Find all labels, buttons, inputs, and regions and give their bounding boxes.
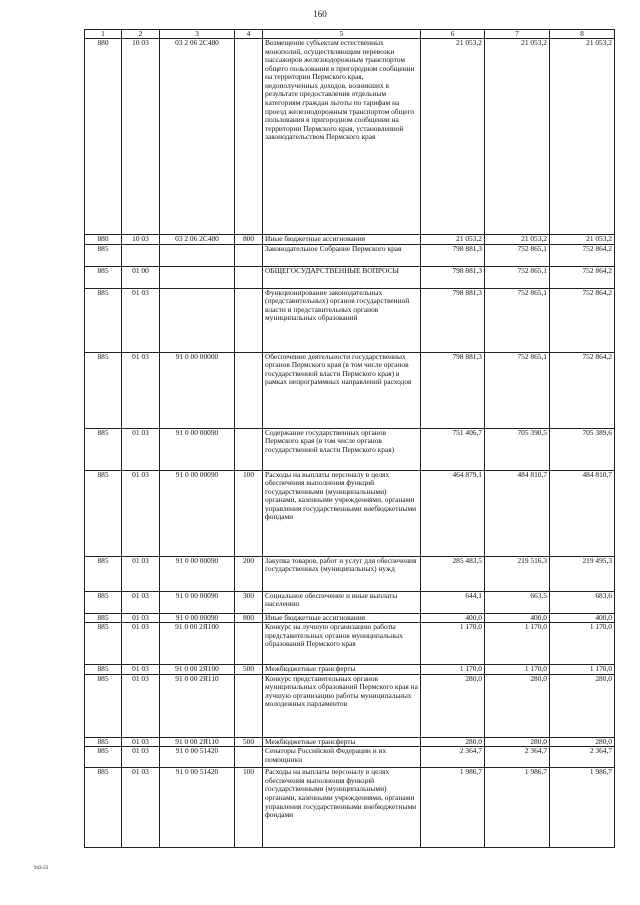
cell-amount-3: 752 864,2: [550, 352, 615, 428]
cell-section: 10 03: [122, 39, 160, 235]
cell-amount-1: 1 986,7: [421, 768, 485, 848]
header-cell: 7: [485, 30, 550, 39]
cell-amount-1: 1 170,0: [421, 665, 485, 675]
cell-section: 01 03: [122, 556, 160, 591]
cell-description: Иные бюджетные ассигнования: [263, 235, 421, 245]
cell-section: 01 03: [122, 674, 160, 737]
cell-ministry: 880: [85, 39, 122, 235]
cell-expense-type: [235, 428, 263, 470]
cell-description: Законодательное Собрание Пермского края: [263, 244, 421, 266]
header-cell: 6: [421, 30, 485, 39]
cell-expense-type: 800: [235, 613, 263, 623]
table-row: [85, 674, 615, 737]
cell-amount-3: 705 389,6: [550, 428, 615, 470]
cell-amount-2: 1 986,7: [485, 768, 550, 848]
table-row: [85, 235, 615, 245]
cell-ministry: 885: [85, 737, 122, 747]
cell-description: Функционирование законодательных (представительных) органов государственной власти и представительных органов муниципальных образований: [263, 288, 421, 352]
cell-amount-1: 21 053,2: [421, 39, 485, 235]
cell-amount-3: 2 364,7: [550, 747, 615, 768]
cell-amount-2: 2 364,7: [485, 747, 550, 768]
cell-description: Обеспечение деятельности государственных органов Пермского края (в том числе органов государственной власти Пермского края) в рамках непрограммных направлений расходов: [263, 352, 421, 428]
cell-section: 01 03: [122, 288, 160, 352]
cell-section: 01 03: [122, 665, 160, 675]
cell-amount-2: 280,0: [485, 737, 550, 747]
table-row: [85, 665, 615, 675]
cell-target: [160, 288, 235, 352]
cell-section: 01 03: [122, 470, 160, 556]
cell-amount-1: 280,0: [421, 737, 485, 747]
cell-amount-3: 280,0: [550, 737, 615, 747]
table-row: [85, 737, 615, 747]
cell-amount-1: 2 364,7: [421, 747, 485, 768]
cell-amount-1: 280,0: [421, 674, 485, 737]
cell-expense-type: [235, 674, 263, 737]
cell-amount-1: 21 053,2: [421, 235, 485, 245]
cell-amount-1: 644,1: [421, 591, 485, 613]
cell-section: 01 03: [122, 352, 160, 428]
cell-expense-type: 800: [235, 235, 263, 245]
cell-section: 01 03: [122, 591, 160, 613]
cell-amount-3: 752 864,2: [550, 266, 615, 288]
cell-target: 91 0 00 2Я100: [160, 665, 235, 675]
header-cell: 4: [235, 30, 263, 39]
cell-description: Возмещение субъектам естественных монополий, осуществляющим перевозки пассажиров железнодорожным транспортом общего пользования в пригородном сообщении на территории Пермского края, недополученных доходов, возникших в результате предоставления отдельным категориям граждан льготы по тарифам на проезд железнодорожным транспортом общего пользования в пригородном сообщении на территории Пермского края, установленной законодательством Пермского края: [263, 39, 421, 235]
header-cell: 2: [122, 30, 160, 39]
cell-section: 10 03: [122, 235, 160, 245]
header-cell: 8: [550, 30, 615, 39]
header-cell: 3: [160, 30, 235, 39]
cell-amount-3: 21 053,2: [550, 235, 615, 245]
cell-expense-type: 300: [235, 591, 263, 613]
header-cell: 1: [85, 30, 122, 39]
cell-ministry: 885: [85, 266, 122, 288]
cell-amount-1: 751 406,7: [421, 428, 485, 470]
cell-amount-2: 21 053,2: [485, 235, 550, 245]
cell-section: 01 03: [122, 737, 160, 747]
cell-amount-1: 798 881,3: [421, 288, 485, 352]
cell-expense-type: [235, 39, 263, 235]
cell-section: [122, 244, 160, 266]
cell-amount-3: 21 053,2: [550, 39, 615, 235]
cell-ministry: 885: [85, 470, 122, 556]
cell-description: ОБЩЕГОСУДАРСТВЕННЫЕ ВОПРОСЫ: [263, 266, 421, 288]
cell-amount-1: 285 483,5: [421, 556, 485, 591]
cell-section: 01 03: [122, 428, 160, 470]
cell-amount-2: 663,5: [485, 591, 550, 613]
document-code: 943-23: [34, 866, 49, 871]
cell-description: Межбюджетные трансферты: [263, 665, 421, 675]
cell-ministry: 885: [85, 747, 122, 768]
cell-ministry: 885: [85, 556, 122, 591]
cell-amount-1: 464 879,1: [421, 470, 485, 556]
cell-amount-2: 1 170,0: [485, 623, 550, 665]
table-row: [85, 768, 615, 848]
cell-amount-2: 705 390,5: [485, 428, 550, 470]
table-row: [85, 623, 615, 665]
cell-section: 01 00: [122, 266, 160, 288]
cell-target: 91 0 00 51420: [160, 747, 235, 768]
cell-ministry: 885: [85, 674, 122, 737]
cell-description: Расходы на выплаты персоналу в целях обеспечения выполнения функций государственными (муниципальными) органами, казенными учреждениями, органами управления государственными внебюджетными фондами: [263, 470, 421, 556]
cell-description: Социальное обеспечение и иные выплаты населению: [263, 591, 421, 613]
table-row: [85, 288, 615, 352]
cell-description: Конкурс на лучшую организацию работы представительных органов муниципальных образований Пермского края: [263, 623, 421, 665]
cell-expense-type: [235, 266, 263, 288]
cell-amount-3: 752 864,2: [550, 244, 615, 266]
table-row: [85, 591, 615, 613]
table-row: [85, 470, 615, 556]
cell-amount-1: 798 881,3: [421, 352, 485, 428]
cell-ministry: 885: [85, 613, 122, 623]
table-row: [85, 266, 615, 288]
cell-expense-type: 500: [235, 665, 263, 675]
cell-expense-type: 500: [235, 737, 263, 747]
cell-ministry: 885: [85, 428, 122, 470]
cell-amount-2: 484 810,7: [485, 470, 550, 556]
cell-target: [160, 266, 235, 288]
cell-amount-3: 1 986,7: [550, 768, 615, 848]
cell-description: Содержание государственных органов Пермского края (в том числе органов государственной власти Пермского края): [263, 428, 421, 470]
cell-amount-1: 1 170,0: [421, 623, 485, 665]
cell-ministry: 885: [85, 244, 122, 266]
cell-amount-3: 484 810,7: [550, 470, 615, 556]
header-cell: 5: [263, 30, 421, 39]
table-row: [85, 352, 615, 428]
cell-amount-2: 752 865,1: [485, 352, 550, 428]
cell-amount-2: 752 865,1: [485, 244, 550, 266]
cell-target: 03 2 06 2С480: [160, 39, 235, 235]
cell-ministry: 885: [85, 352, 122, 428]
cell-description: Межбюджетные трансферты: [263, 737, 421, 747]
cell-target: 03 2 06 2С480: [160, 235, 235, 245]
cell-description: Сенаторы Российской Федерации и их помощники: [263, 747, 421, 768]
cell-expense-type: [235, 288, 263, 352]
cell-target: 91 0 00 00090: [160, 470, 235, 556]
cell-description: Иные бюджетные ассигнования: [263, 613, 421, 623]
cell-amount-3: 1 170,0: [550, 623, 615, 665]
cell-amount-2: 21 053,2: [485, 39, 550, 235]
cell-target: 91 0 00 00090: [160, 613, 235, 623]
cell-amount-3: 1 170,0: [550, 665, 615, 675]
cell-amount-2: 1 170,0: [485, 665, 550, 675]
cell-amount-3: 752 864,2: [550, 288, 615, 352]
cell-target: 91 0 00 2Я110: [160, 737, 235, 747]
cell-description: Расходы на выплаты персоналу в целях обеспечения выполнения функций государственными (муниципальными) органами, казенными учреждениями, органами управления государственными внебюджетными фондами: [263, 768, 421, 848]
cell-expense-type: [235, 244, 263, 266]
cell-amount-1: 400,0: [421, 613, 485, 623]
cell-expense-type: 100: [235, 470, 263, 556]
cell-target: 91 0 00 00090: [160, 556, 235, 591]
cell-expense-type: [235, 352, 263, 428]
table-row: [85, 39, 615, 235]
cell-target: 91 0 00 2Я100: [160, 623, 235, 665]
cell-ministry: 885: [85, 768, 122, 848]
table-row: [85, 613, 615, 623]
cell-section: 01 03: [122, 613, 160, 623]
page-number: 160: [313, 9, 327, 19]
cell-amount-3: 683,6: [550, 591, 615, 613]
table-header-row: [85, 30, 615, 39]
cell-expense-type: [235, 747, 263, 768]
cell-section: 01 03: [122, 623, 160, 665]
cell-target: 91 0 00 00090: [160, 591, 235, 613]
cell-amount-2: 280,0: [485, 674, 550, 737]
table-row: [85, 556, 615, 591]
cell-amount-1: 798 881,3: [421, 244, 485, 266]
cell-description: Закупка товаров, работ и услуг для обеспечения государственных (муниципальных) нужд: [263, 556, 421, 591]
cell-target: 91 0 00 2Я110: [160, 674, 235, 737]
cell-target: 91 0 00 51420: [160, 768, 235, 848]
table-row: [85, 244, 615, 266]
cell-target: 91 0 00 00090: [160, 428, 235, 470]
cell-amount-2: 752 865,1: [485, 288, 550, 352]
table-row: [85, 428, 615, 470]
cell-ministry: 885: [85, 288, 122, 352]
cell-ministry: 880: [85, 235, 122, 245]
cell-amount-3: 280,0: [550, 674, 615, 737]
cell-section: 01 03: [122, 747, 160, 768]
cell-target: [160, 244, 235, 266]
cell-amount-1: 798 881,3: [421, 266, 485, 288]
cell-ministry: 885: [85, 665, 122, 675]
cell-description: Конкурс представительных органов муниципальных образований Пермского края на лучшую организацию работы муниципальных молодежных парламентов: [263, 674, 421, 737]
cell-ministry: 885: [85, 623, 122, 665]
budget-table: [84, 29, 615, 848]
cell-section: 01 03: [122, 768, 160, 848]
cell-amount-3: 400,0: [550, 613, 615, 623]
cell-amount-2: 219 516,3: [485, 556, 550, 591]
table-row: [85, 747, 615, 768]
cell-expense-type: 100: [235, 768, 263, 848]
cell-ministry: 885: [85, 591, 122, 613]
cell-target: 91 0 00 00000: [160, 352, 235, 428]
cell-amount-3: 219 495,3: [550, 556, 615, 591]
cell-amount-2: 752 865,1: [485, 266, 550, 288]
cell-amount-2: 400,0: [485, 613, 550, 623]
cell-expense-type: 200: [235, 556, 263, 591]
cell-expense-type: [235, 623, 263, 665]
